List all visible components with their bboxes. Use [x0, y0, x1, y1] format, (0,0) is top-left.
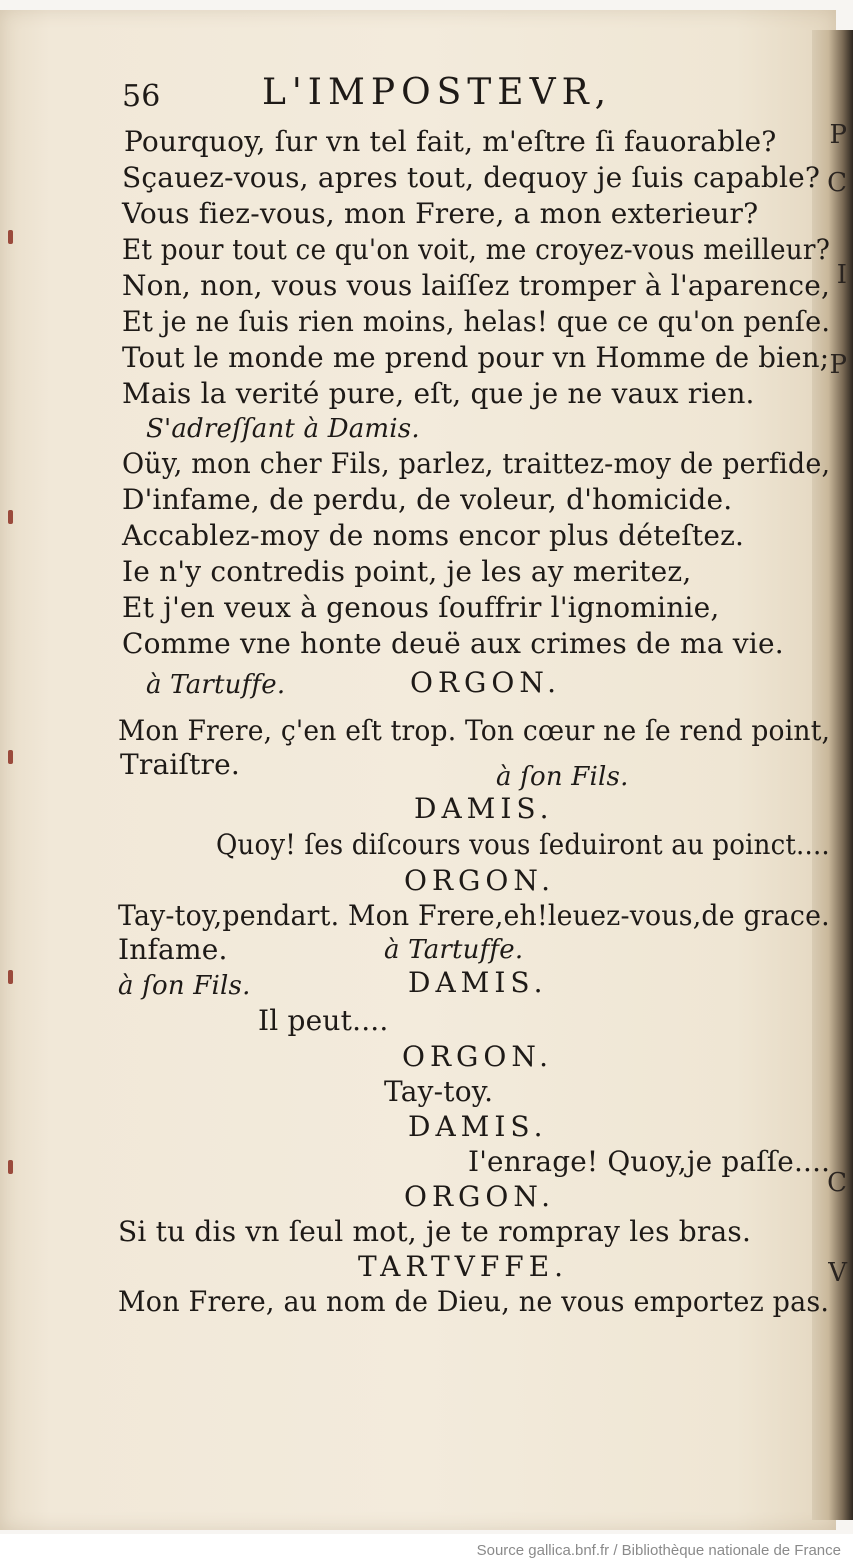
stage-direction: à Tartuffe. [146, 670, 286, 700]
spine-fragment: P [829, 350, 847, 380]
source-credit: Source gallica.bnf.fr / Bibliothèque nationale de France [476, 1542, 841, 1559]
verse-line: Ie n'y contredis point, je les ay meritez, [122, 555, 692, 588]
stage-direction: S'adreſſant à Damis. [146, 414, 420, 444]
source-footer [0, 1534, 853, 1566]
speaker-name: ORGON. [404, 864, 555, 897]
verse-line: Sçauez-vous, apres tout, dequoy je ſuis capable? [122, 161, 821, 194]
verse-line: Mon Frere, au nom de Dieu, ne vous emportez pas. [118, 1285, 830, 1318]
verse-line: Tay-toy,pendart. Mon Frere,eh!leuez-vous,de grace. [118, 899, 830, 932]
spine-fragment: P [829, 120, 847, 150]
stage-direction: à Tartuffe. [384, 935, 524, 965]
speaker-name: TARTVFFE. [358, 1250, 569, 1283]
speaker-name: DAMIS. [414, 792, 554, 825]
verse-line: I'enrage! Quoy,je paſſe.... [468, 1145, 831, 1178]
verse-line: Vous fiez-vous, mon Frere, a mon exterieur? [122, 197, 759, 230]
stage-direction: à ſon Fils. [118, 971, 251, 1001]
spine-fragment: V [828, 1258, 847, 1288]
verse-line: Non, non, vous vous laiſſez tromper à l'aparence, [122, 269, 831, 302]
spine-fragment: I [836, 260, 847, 290]
verse-line: Quoy! ſes diſcours vous ſeduiront au poinct.... [216, 828, 830, 861]
speaker-name: DAMIS. [408, 1110, 548, 1143]
verse-line: Mon Frere, ç'en eſt trop. Ton cœur ne ſe rend point, [118, 714, 831, 747]
verse-line: Pourquoy, ſur vn tel fait, m'eſtre ſi fauorable? [124, 125, 777, 158]
verse-line: Mais la verité pure, eſt, que je ne vaux rien. [122, 377, 755, 410]
speaker-name: ORGON. [404, 1180, 555, 1213]
verse-line: D'infame, de perdu, de voleur, d'homicide. [122, 483, 733, 516]
speaker-name: ORGON. [402, 1040, 553, 1073]
verse-line: Accablez-moy de noms encor plus déteſtez. [122, 519, 745, 552]
verse-line: Comme vne honte deuë aux crimes de ma vie. [122, 627, 784, 660]
verse-line: Infame. [118, 933, 228, 966]
verse-line: Tay-toy. [384, 1075, 494, 1108]
verse-line: Traiſtre. [120, 748, 240, 781]
verse-line: Et j'en veux à genous ſouffrir l'ignominie, [122, 591, 720, 624]
speaker-name: ORGON. [410, 666, 561, 699]
spine-fragment: C [827, 1168, 847, 1198]
stage-direction: à ſon Fils. [496, 762, 629, 792]
verse-line: Il peut.... [258, 1004, 389, 1037]
page-number: 56 [122, 79, 161, 114]
verse-line: Tout le monde me prend pour vn Homme de bien; [122, 341, 830, 374]
verse-line: Et pour tout ce qu'on voit, me croyez-vous meilleur? [122, 233, 830, 266]
spine-fragment: C [827, 168, 847, 198]
speaker-name: DAMIS. [408, 966, 548, 999]
running-title: L'IMPOSTEVR, [262, 72, 613, 113]
verse-line: Oüy, mon cher Fils, parlez, traittez-moy de perfide, [122, 447, 831, 480]
verse-line: Si tu dis vn ſeul mot, je te rompray les bras. [118, 1215, 752, 1248]
verse-line: Et je ne ſuis rien moins, helas! que ce qu'on penſe. [122, 305, 831, 338]
